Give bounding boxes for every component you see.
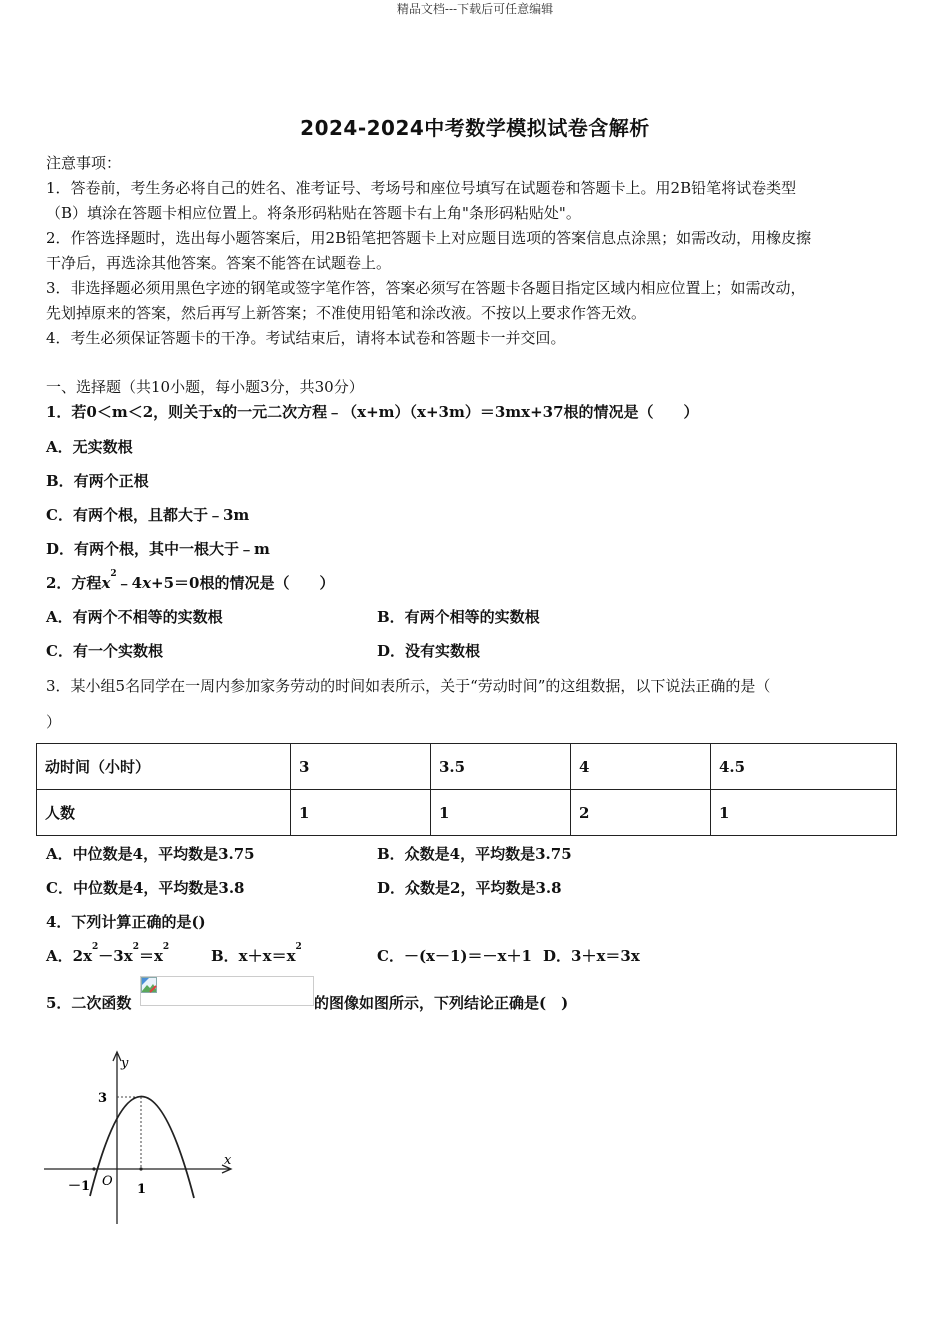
q1-option-a: A．无实数根: [46, 438, 133, 456]
table-cell: 4: [571, 744, 711, 790]
notice-heading: 注意事项：: [46, 154, 122, 172]
x-tick-neg1: [92, 1167, 95, 1170]
x-axis-label: x: [224, 1153, 232, 1168]
q1-option-d: D．有两个根，其中一根大于﹣m: [46, 540, 270, 558]
notice-line-4: 干净后，再选涂其他答案。答案不能答在试题卷上。: [46, 254, 392, 272]
table-cell: 动时间（小时）: [37, 744, 291, 790]
q2-var-x2: x: [142, 574, 152, 592]
table-cell: 1: [431, 790, 571, 836]
q2-var-x: x: [101, 574, 111, 592]
q3-option-c: C．中位数是4，平均数是3.8: [46, 879, 245, 897]
q2-exponent: 2: [110, 569, 117, 579]
table-cell: 3: [291, 744, 431, 790]
q4-a-part: －3x: [98, 947, 133, 965]
q3-stem-line-1: 3．某小组5名同学在一周内参加家务劳动的时间如表所示，关于“劳动时间”的这组数据，以下说法正确的是（: [46, 677, 771, 695]
q5-stem-prefix: 5．二次函数: [46, 994, 132, 1012]
q4-a-part: A．2x: [46, 947, 93, 965]
q2-stem: [46, 569, 335, 593]
table-row: [37, 744, 897, 790]
table-cell: 1: [291, 790, 431, 836]
broken-formula-image: [140, 976, 314, 1006]
table-cell: 2: [571, 790, 711, 836]
q5-stem-suffix: 的图像如图所示，下列结论正确是( ): [314, 994, 569, 1012]
table-cell: 3.5: [431, 744, 571, 790]
x-tick-1: [139, 1167, 142, 1170]
q3-option-b: B．众数是4，平均数是3.75: [377, 845, 572, 863]
q3-option-a: A．中位数是4，平均数是3.75: [46, 845, 255, 863]
notice-line-3: 2．作答选择题时，选出每小题答案后，用2B铅笔把答题卡上对应题目选项的答案信息点涂黑；如需改动，用橡皮擦: [46, 229, 812, 247]
q2-option-c: C．有一个实数根: [46, 642, 163, 660]
q1-option-b: B．有两个正根: [46, 472, 149, 490]
q4-b-part: B．x＋x＝x: [211, 947, 296, 965]
q4-option-b: [211, 942, 302, 966]
q3-option-d: D．众数是2，平均数是3.8: [377, 879, 562, 897]
origin-label: O: [102, 1174, 113, 1189]
table-cell: 人数: [37, 790, 291, 836]
notice-line-7: 4．考生必须保证答题卡的干净。考试结束后，请将本试卷和答题卡一并交回。: [46, 329, 566, 347]
q4-stem: 4．下列计算正确的是(): [46, 913, 206, 931]
notice-line-1: 1．答卷前，考生务必将自己的姓名、准考证号、考场号和座位号填写在试题卷和答题卡上。用2B铅笔将试卷类型: [46, 179, 797, 197]
q4-a-exp: 2: [132, 942, 139, 952]
notice-line-5: 3．非选择题必须用黑色字迹的钢笔或签字笔作答，答案必须写在答题卡各题目指定区域内相应位置上；如需改动，: [46, 279, 806, 297]
q3-stem-line-2: ）: [46, 713, 62, 731]
y-axis-label: y: [121, 1056, 129, 1071]
q4-a-exp: 2: [162, 942, 170, 952]
q1-stem: 1．若0＜m＜2，则关于x的一元二次方程﹣（x+m）（x+3m）＝3mx+37根的情况是（ ）: [46, 403, 699, 421]
page-title: 2024-2024中考数学模拟试卷含解析: [300, 116, 650, 140]
q4-b-exp: 2: [295, 942, 302, 952]
notice-line-6: 先划掉原来的答案，然后再写上新答案；不准使用铅笔和涂改液。不按以上要求作答无效。: [46, 304, 647, 322]
table-cell: 4.5: [711, 744, 897, 790]
labor-time-table: [36, 743, 897, 836]
notice-line-2: （B）填涂在答题卡相应位置上。将条形码粘贴在答题卡右上角"条形码粘贴处"。: [46, 204, 581, 222]
broken-image-icon: [141, 977, 157, 993]
y-tick-label: 3: [98, 1091, 108, 1106]
q1-option-c: C．有两个根，且都大于﹣3m: [46, 506, 250, 524]
q4-option-a: [46, 942, 170, 966]
table-cell: 1: [711, 790, 897, 836]
q4-a-exp: 2: [92, 942, 99, 952]
q4-option-c: C．－(x－1)＝－x＋1: [377, 947, 532, 965]
q2-option-d: D．没有实数根: [377, 642, 481, 660]
q2-option-b: B．有两个相等的实数根: [377, 608, 540, 626]
q4-a-part: ＝x: [138, 947, 163, 965]
section-heading: 一、选择题（共10小题，每小题3分，共30分）: [46, 378, 364, 396]
x-tick-label-pos: 1: [137, 1182, 147, 1197]
q4-option-d: D．3＋x＝3x: [543, 947, 640, 965]
q2-stem-mid: ﹣4: [116, 574, 143, 592]
q2-stem-suffix: +5＝0根的情况是（ ）: [151, 574, 335, 592]
page-header: 精品文档---下载后可任意编辑: [396, 2, 554, 16]
q2-stem-prefix: 2．方程: [46, 574, 102, 592]
table-row: [37, 790, 897, 836]
parabola-graph: [40, 1048, 250, 1228]
q2-option-a: A．有两个不相等的实数根: [46, 608, 223, 626]
x-tick-label-neg: －1: [68, 1179, 91, 1194]
